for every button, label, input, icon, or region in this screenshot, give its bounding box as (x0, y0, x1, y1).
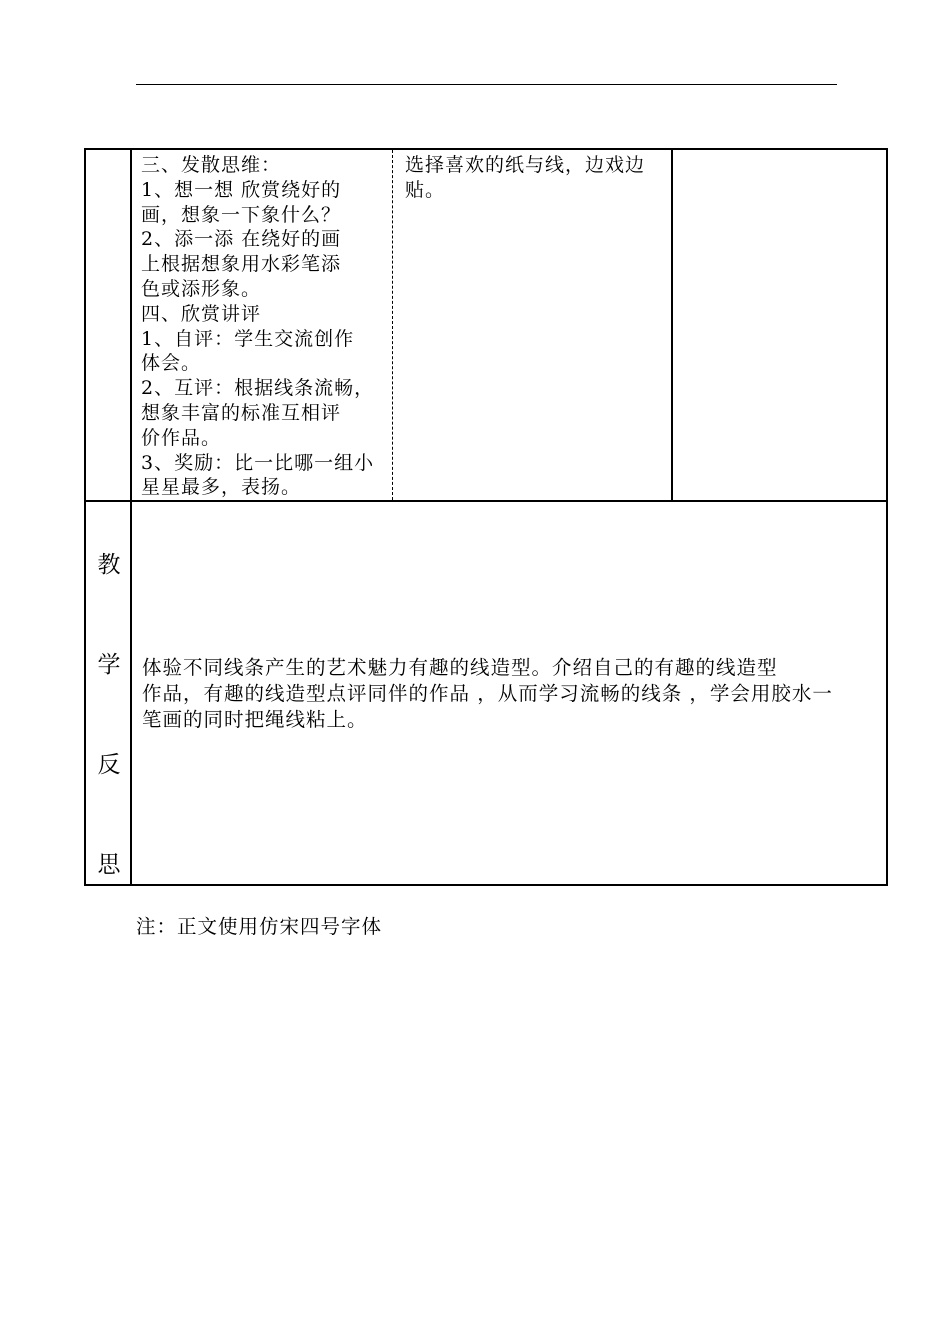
activity-line: 上根据想象用水彩笔添 (141, 253, 342, 276)
reflection-text (142, 655, 882, 733)
reflection-label (86, 502, 132, 884)
student-line: 贴。 (405, 178, 446, 201)
reflection-label-char: 学 (97, 652, 121, 678)
reflection-label-char: 反 (97, 752, 121, 778)
table-column-divider-dashed (392, 150, 393, 500)
reflection-line: 体验不同线条产生的艺术魅力有趣的线造型。介绍自己的有趣的线造型 (142, 656, 778, 679)
activity-line: 色或添形象。 (141, 277, 262, 300)
table-row-divider (86, 500, 886, 502)
activity-line: 2、互评：根据线条流畅， (141, 377, 375, 400)
footer-note: 注：正文使用仿宋四号字体 (136, 915, 383, 938)
table-column-divider (671, 150, 673, 500)
activity-line: 1、想一想 欣赏绕好的 (141, 178, 342, 201)
activity-line: 体会。 (141, 352, 202, 375)
activity-line: 3、奖励：比一比哪一组小 (141, 451, 375, 474)
student-line: 选择喜欢的纸与线，边戏边 (405, 154, 646, 176)
header-rule (136, 84, 837, 85)
lesson-table (84, 148, 888, 886)
activity-line: 1、自评：学生交流创作 (141, 327, 355, 350)
reflection-label-char: 思 (97, 852, 121, 878)
activity-line: 价作品。 (141, 426, 222, 449)
activity-line: 想象丰富的标准互相评 (141, 401, 342, 424)
activity-line: 2、添一添 在绕好的画 (141, 228, 342, 251)
activity-line: 四、欣赏讲评 (141, 302, 262, 325)
activity-line: 画，想象一下象什么？ (141, 203, 342, 226)
student-activity-cell (405, 153, 669, 203)
activity-line: 星星最多，表扬。 (141, 476, 302, 499)
reflection-label-char: 教 (97, 552, 121, 578)
reflection-line: 作品，有趣的线造型点评同伴的作品 ，从而学习流畅的线条 ，学会用胶水一 (142, 682, 833, 705)
activity-line: 三、发散思维： (141, 154, 282, 176)
teaching-activities-cell (141, 153, 391, 500)
reflection-line: 笔画的同时把绳线粘上。 (142, 708, 368, 731)
